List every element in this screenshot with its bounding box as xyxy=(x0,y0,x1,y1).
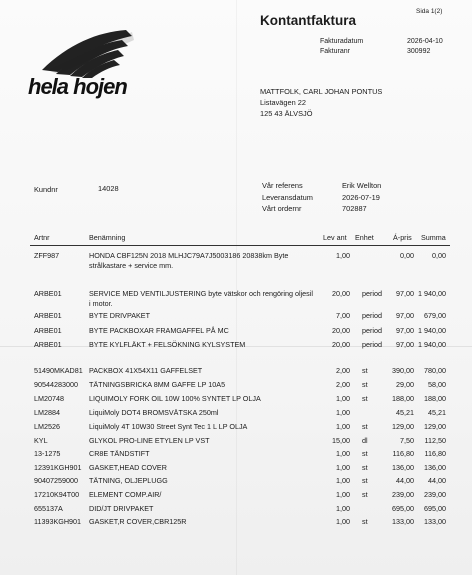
invoice-date: 2026-04-10 xyxy=(407,38,443,45)
row-description: GASKET,R COVER,CBR125R xyxy=(89,517,187,526)
table-row xyxy=(0,394,472,405)
table-row xyxy=(0,311,472,322)
row-artnr: LM20748 xyxy=(34,394,64,403)
row-sum: 679,00 xyxy=(424,311,446,320)
row-unit-price: 29,00 xyxy=(396,380,414,389)
customer-number: 14028 xyxy=(98,184,119,193)
order-number: 702887 xyxy=(342,204,367,213)
row-unit: st xyxy=(362,449,368,458)
row-unit: period xyxy=(362,311,382,320)
table-row xyxy=(0,476,472,487)
page-number: Sida 1(2) xyxy=(416,8,443,15)
row-description: PACKBOX 41X54X11 GAFFELSET xyxy=(89,366,203,375)
row-unit-price: 0,00 xyxy=(400,251,414,260)
row-sum: 136,00 xyxy=(424,463,446,472)
customer-postal: 125 43 ÄLVSJÖ xyxy=(260,109,313,118)
row-unit: st xyxy=(362,517,368,526)
table-row xyxy=(0,436,472,447)
row-artnr: ARBE01 xyxy=(34,326,62,335)
row-description: LiquiMoly 4T 10W30 Street Synt Tec 1 L LP OLJA xyxy=(89,422,248,431)
table-row xyxy=(0,422,472,433)
row-description: BYTE DRIVPAKET xyxy=(89,311,150,320)
paper-fold-vertical xyxy=(236,0,237,575)
row-sum: 1 940,00 xyxy=(418,289,446,298)
our-reference-label: Vår referens xyxy=(262,181,303,190)
row-quantity: 20,00 xyxy=(332,326,350,335)
row-sum: 1 940,00 xyxy=(418,326,446,335)
row-artnr: 12391KGH901 xyxy=(34,463,82,472)
row-unit-price: 129,00 xyxy=(392,422,414,431)
table-row xyxy=(0,504,472,515)
row-unit-price: 116,80 xyxy=(392,449,414,458)
row-artnr: 90544283000 xyxy=(34,380,78,389)
table-header-rule xyxy=(30,245,450,246)
row-unit-price: 188,00 xyxy=(392,394,414,403)
customer-number-label: Kundnr xyxy=(34,185,58,194)
row-description: BYTE KYLFLÄKT + FELSÖKNING KYLSYSTEM xyxy=(89,340,246,349)
row-unit-price: 45,21 xyxy=(396,408,414,417)
row-unit-price: 390,00 xyxy=(392,366,414,375)
invoice-number: 300992 xyxy=(407,48,431,55)
row-unit-price: 695,00 xyxy=(392,504,414,513)
document-title: Kontantfaktura xyxy=(260,13,357,28)
header-artnr: Artnr xyxy=(34,233,50,242)
row-description: BYTE PACKBOXAR FRAMGAFFEL PÅ MC xyxy=(89,326,229,335)
row-unit-price: 239,00 xyxy=(392,490,414,499)
row-sum: 133,00 xyxy=(424,517,446,526)
table-row xyxy=(0,463,472,474)
header-unit: Enhet xyxy=(355,233,374,242)
invoice-number-label: Fakturanr xyxy=(320,48,350,55)
row-quantity: 1,00 xyxy=(336,504,350,513)
row-description: CR8E TÄNDSTIFT xyxy=(89,449,150,458)
row-quantity: 1,00 xyxy=(336,408,350,417)
row-unit-price: 97,00 xyxy=(396,289,414,298)
table-row xyxy=(0,380,472,391)
header-sum: Summa xyxy=(421,233,446,242)
row-description: ELEMENT COMP.AIR/ xyxy=(89,490,162,499)
row-sum: 116,80 xyxy=(424,449,446,458)
row-quantity: 1,00 xyxy=(336,490,350,499)
row-quantity: 1,00 xyxy=(336,463,350,472)
row-unit: dl xyxy=(362,436,368,445)
row-quantity: 20,00 xyxy=(332,340,350,349)
row-unit: st xyxy=(362,380,368,389)
company-logo-text: hela hojen xyxy=(28,74,127,99)
table-row xyxy=(0,251,472,270)
table-row xyxy=(0,289,472,308)
row-artnr: ARBE01 xyxy=(34,311,62,320)
row-unit: period xyxy=(362,326,382,335)
row-quantity: 1,00 xyxy=(336,251,350,260)
row-description: GLYKOL PRO-LINE ETYLEN LP VST xyxy=(89,436,210,445)
table-row xyxy=(0,449,472,460)
table-row xyxy=(0,408,472,419)
table-row xyxy=(0,517,472,528)
row-sum: 44,00 xyxy=(428,476,446,485)
header-quantity: Lev ant xyxy=(323,233,347,242)
row-sum: 45,21 xyxy=(428,408,446,417)
row-artnr: 51490MKAD81 xyxy=(34,366,83,375)
delivery-date: 2026-07-19 xyxy=(342,193,380,202)
row-quantity: 1,00 xyxy=(336,449,350,458)
row-sum: 780,00 xyxy=(424,366,446,375)
row-sum: 0,00 xyxy=(432,251,446,260)
row-quantity: 1,00 xyxy=(336,394,350,403)
row-description: DID/JT DRIVPAKET xyxy=(89,504,154,513)
row-sum: 129,00 xyxy=(424,422,446,431)
table-header xyxy=(0,233,472,244)
row-unit: st xyxy=(362,476,368,485)
row-artnr: ARBE01 xyxy=(34,340,62,349)
row-description: LiquiMoly DOT4 BROMSVÄTSKA 250ml xyxy=(89,408,219,417)
row-description: HONDA CBF125N 2018 MLHJC79A7J5003186 20838km Byte xyxy=(89,251,289,260)
row-artnr: KYL xyxy=(34,436,48,445)
row-description: TÄTNING, OLJEPLUGG xyxy=(89,476,168,485)
row-artnr: 13-1275 xyxy=(34,449,61,458)
row-artnr: 90407259000 xyxy=(34,476,78,485)
row-description: SERVICE MED VENTILJUSTERING byte vätskor och rengöring oljesil xyxy=(89,289,313,298)
table-row xyxy=(0,340,472,351)
row-artnr: ARBE01 xyxy=(34,289,62,298)
row-quantity: 2,00 xyxy=(336,366,350,375)
row-sum: 58,00 xyxy=(428,380,446,389)
row-unit: st xyxy=(362,394,368,403)
row-unit: st xyxy=(362,366,368,375)
customer-name: MATTFOLK, CARL JOHAN PONTUS xyxy=(260,87,383,96)
row-artnr: LM2526 xyxy=(34,422,60,431)
row-unit: period xyxy=(362,289,382,298)
customer-street: Listavägen 22 xyxy=(260,98,307,107)
row-sum: 695,00 xyxy=(424,504,446,513)
row-description: TÄTNINGSBRICKA 8MM GAFFE LP 10A5 xyxy=(89,380,226,389)
row-unit-price: 97,00 xyxy=(396,311,414,320)
header-unit-price: Á-pris xyxy=(393,233,412,242)
row-sum: 239,00 xyxy=(424,490,446,499)
row-artnr: LM2884 xyxy=(34,408,60,417)
row-quantity: 1,00 xyxy=(336,422,350,431)
row-description: LIQUIMOLY FORK OIL 10W 100% SYNTET LP OLJA xyxy=(89,394,261,403)
row-unit: st xyxy=(362,422,368,431)
row-unit: period xyxy=(362,340,382,349)
table-row xyxy=(0,366,472,377)
row-description-continued: i motor. xyxy=(89,299,113,308)
row-quantity: 2,00 xyxy=(336,380,350,389)
row-quantity: 1,00 xyxy=(336,476,350,485)
header-description: Benämning xyxy=(89,233,126,242)
order-number-label: Vårt ordernr xyxy=(262,204,302,213)
row-quantity: 20,00 xyxy=(332,289,350,298)
row-artnr: ZFF987 xyxy=(34,251,60,260)
row-sum: 112,50 xyxy=(424,436,446,445)
table-row xyxy=(0,490,472,501)
row-sum: 1 940,00 xyxy=(418,340,446,349)
row-description: GASKET,HEAD COVER xyxy=(89,463,167,472)
row-unit-price: 7,50 xyxy=(400,436,414,445)
row-unit-price: 136,00 xyxy=(392,463,414,472)
row-quantity: 15,00 xyxy=(332,436,350,445)
row-unit-price: 44,00 xyxy=(396,476,414,485)
row-quantity: 1,00 xyxy=(336,517,350,526)
row-quantity: 7,00 xyxy=(336,311,350,320)
our-reference: Erik Wellton xyxy=(342,181,382,190)
row-description-continued: strålkastare + service mm. xyxy=(89,261,174,270)
table-row xyxy=(0,326,472,337)
delivery-date-label: Leveransdatum xyxy=(262,193,313,202)
row-unit: st xyxy=(362,490,368,499)
row-artnr: 11393KGH901 xyxy=(34,517,82,526)
row-unit-price: 133,00 xyxy=(392,517,414,526)
row-sum: 188,00 xyxy=(424,394,446,403)
row-artnr: 17210K94T00 xyxy=(34,490,80,499)
row-unit: st xyxy=(362,463,368,472)
invoice-date-label: Fakturadatum xyxy=(320,38,364,45)
row-unit-price: 97,00 xyxy=(396,326,414,335)
row-artnr: 655137A xyxy=(34,504,63,513)
row-unit-price: 97,00 xyxy=(396,340,414,349)
